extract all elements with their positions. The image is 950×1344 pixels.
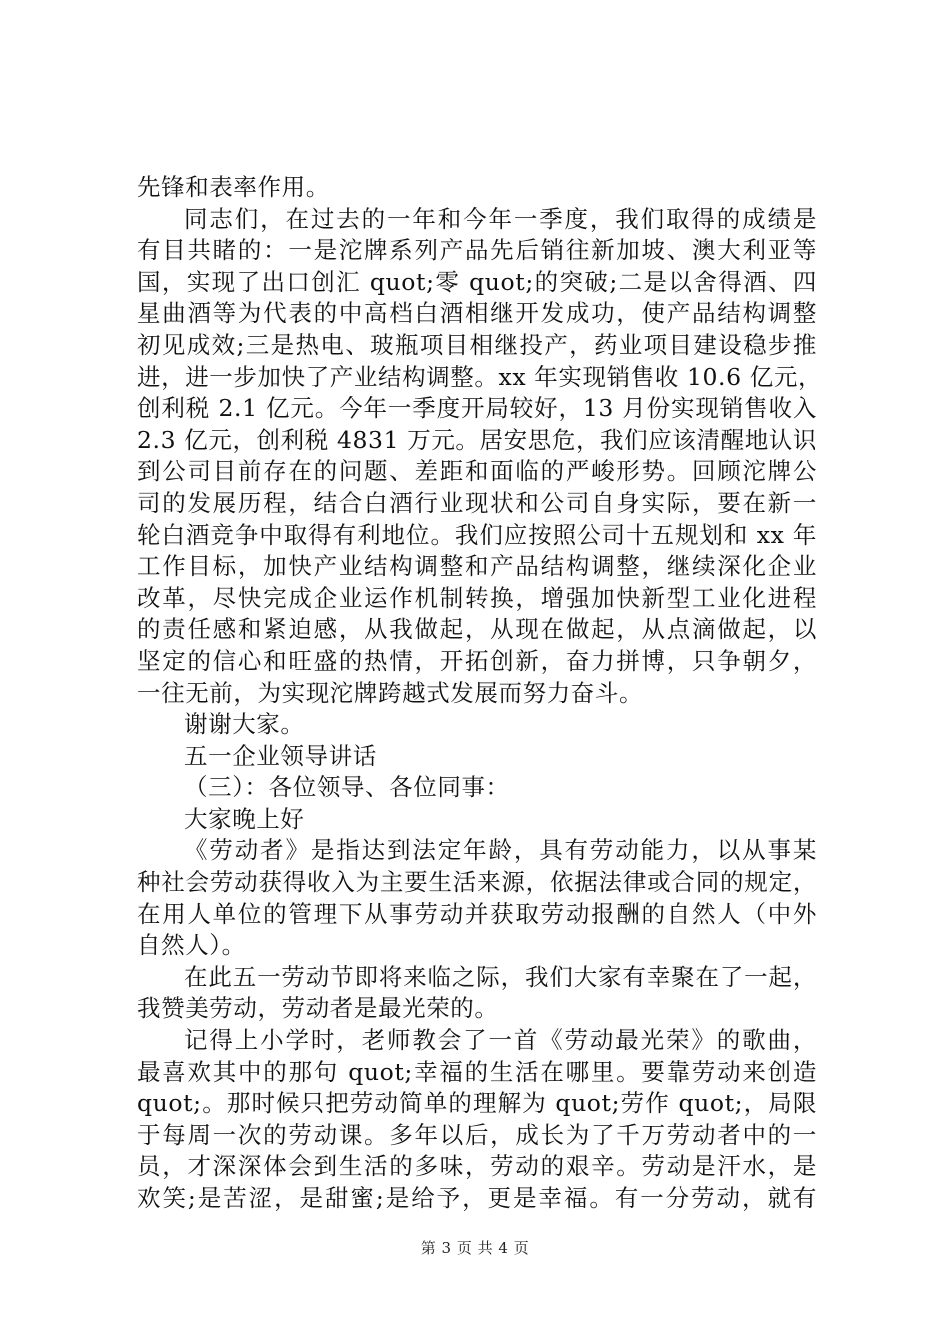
text-line: 最喜欢其中的那句 quot;幸福的生活在哪里。要靠劳动来创造 [137,1057,817,1086]
text-line: 国，实现了出口创汇 quot;零 quot;的突破;二是以舍得酒、四 [137,267,817,296]
text-line: 种社会劳动获得收入为主要生活来源，依据法律或合同的规定， [137,868,817,897]
text-line: 同志们，在过去的一年和今年一季度，我们取得的成绩是 [184,204,817,233]
text-line: 大家晚上好 [184,804,305,833]
text-line: 工作目标，加快产业结构调整和产品结构调整，继续深化企业 [137,552,817,581]
text-line: 初见成效;三是热电、玻瓶项目相继投产，药业项目建设稳步推 [137,330,817,359]
text-line: 记得上小学时，老师教会了一首《劳动最光荣》的歌曲， [184,1026,817,1055]
text-line: 在此五一劳动节即将来临之际，我们大家有幸聚在了一起， [184,962,817,991]
text-line: 员，才深深体会到生活的多味，劳动的艰辛。劳动是汗水，是 [137,1152,817,1181]
text-line: 五一企业领导讲话 [184,741,377,770]
text-line: 创利税 2.1 亿元。今年一季度开局较好，13 月份实现销售收入 [137,394,817,423]
text-line: 《劳动者》是指达到法定年龄，具有劳动能力，以从事某 [184,836,817,865]
text-line: 司的发展历程，结合白酒行业现状和公司自身实际，要在新一 [137,488,817,517]
text-line: 我赞美劳动，劳动者是最光荣的。 [137,994,499,1023]
text-line: 于每周一次的劳动课。多年以后，成长为了千万劳动者中的一 [137,1120,817,1149]
text-line: quot;。那时候只把劳动简单的理解为 quot;劳作 quot;，局限 [137,1089,817,1118]
text-line: 有目共睹的：一是沱牌系列产品先后销往新加坡、澳大利亚等 [137,236,817,265]
body-text [137,172,823,1215]
text-line: 到公司目前存在的问题、差距和面临的严峻形势。回顾沱牌公 [137,457,817,486]
text-line: 2.3 亿元，创利税 4831 万元。居安思危，我们应该清醒地认识 [137,425,817,454]
text-line: 星曲酒等为代表的中高档白酒相继开发成功，使产品结构调整 [137,299,817,328]
text-line: 坚定的信心和旺盛的热情，开拓创新，奋力拼博，只争朝夕， [137,646,817,675]
text-line: 轮白酒竞争中取得有利地位。我们应按照公司十五规划和 xx 年 [137,520,817,549]
text-line: 的责任感和紧迫感，从我做起，从现在做起，从点滴做起，以 [137,615,817,644]
text-line: （三）：各位领导、各位同事： [184,773,510,802]
text-line: 在用人单位的管理下从事劳动并获取劳动报酬的自然人（中外 [137,899,817,928]
text-line: 谢谢大家。 [184,710,305,739]
text-line: 一往无前，为实现沱牌跨越式发展而努力奋斗。 [137,678,644,707]
page-footer: 第 3 页 共 4 页 [420,1239,530,1257]
text-line: 改革，尽快完成企业运作机制转换，增强加快新型工业化进程 [137,583,817,612]
text-line: 进，进一步加快了产业结构调整。xx 年实现销售收 10.6 亿元， [137,362,823,391]
text-line: 自然人）。 [137,931,246,960]
text-line: 欢笑;是苦涩，是甜蜜;是给予，更是幸福。有一分劳动，就有 [137,1184,817,1212]
text-line: 先锋和表率作用。 [137,173,330,201]
